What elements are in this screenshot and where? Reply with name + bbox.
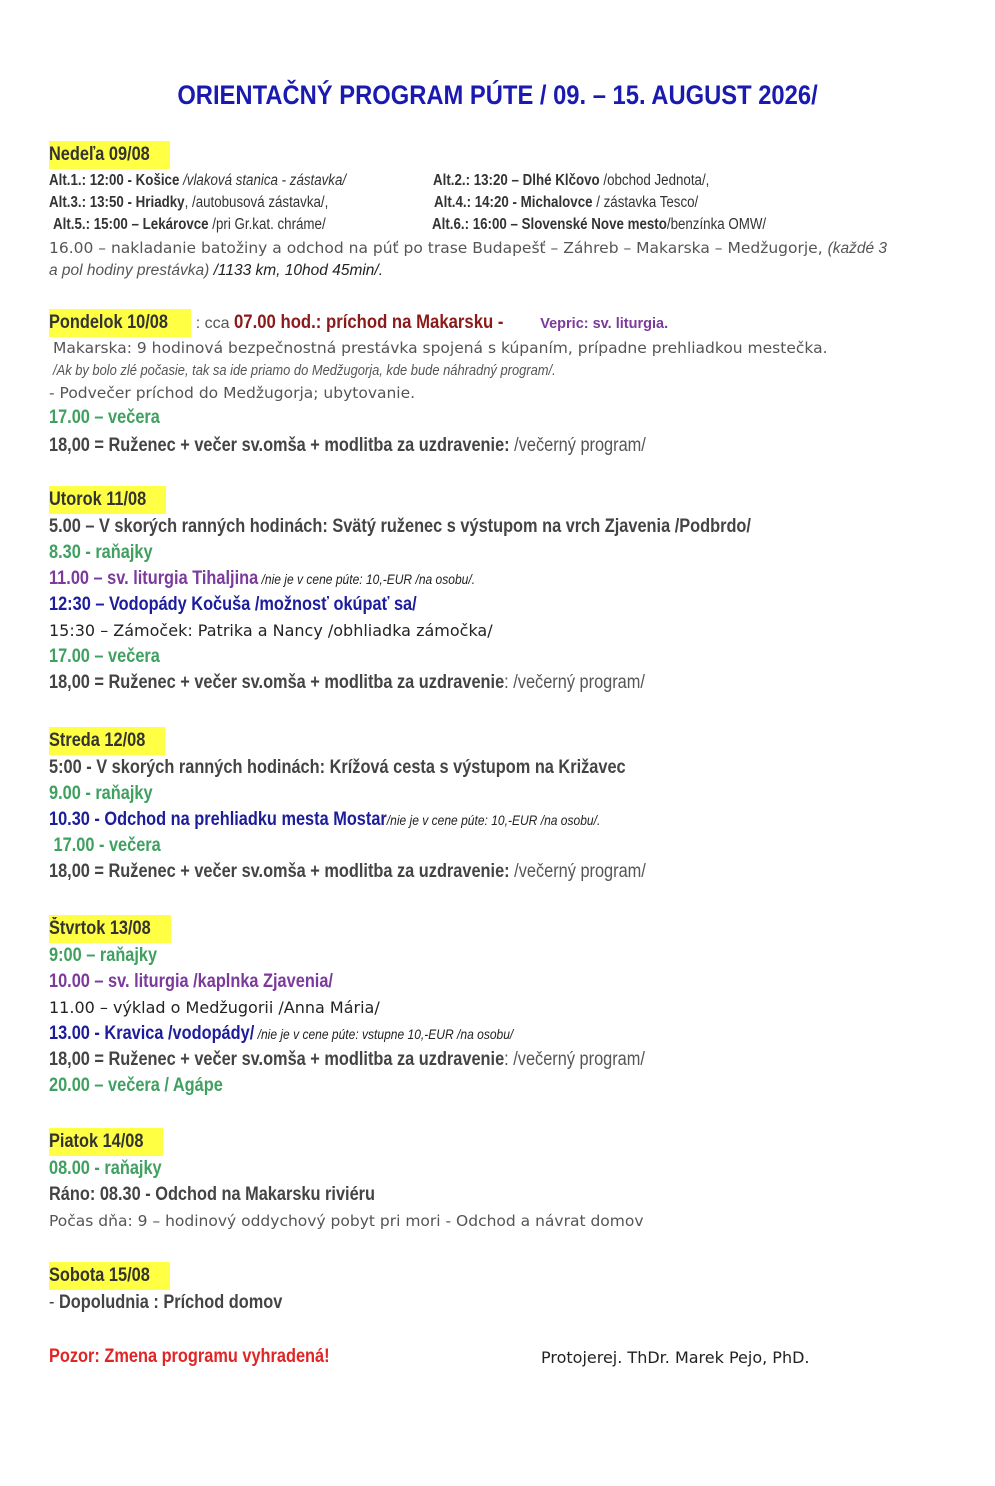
page-title: ORIENTAČNÝ PROGRAM PÚTE / 09. – 15. AUGUST 2026/	[177, 80, 818, 110]
day-section-tuesday	[49, 486, 865, 696]
alt-3-label: Alt.3.: 13:50 - Hriadky	[49, 194, 185, 211]
rosary-item: 18,00 = Ruženec + večer sv.omša + modlitba za uzdravenie	[49, 672, 505, 693]
seaside-note: Počas dňa: 9 – hodinový oddychový pobyt pri mori - Odchod a návrat domov	[49, 1212, 644, 1230]
rosary-note: /večerný program/	[509, 435, 646, 456]
breakfast-item: 08.00 - raňajky	[49, 1158, 162, 1179]
change-warning: Pozor: Zmena programu vyhradená!	[49, 1346, 330, 1367]
day-heading: Piatok 14/08	[49, 1131, 144, 1152]
day-heading: Utorok 11/08	[49, 489, 147, 510]
footer-signature	[541, 1345, 810, 1371]
day-section-friday	[49, 1128, 644, 1234]
alt-6-note: /benzínka OMW/	[666, 216, 767, 233]
alt-5-note: /pri Gr.kat. chráme/	[208, 216, 326, 233]
arrival-makarska: 07.00 hod.: príchod na Makarsku -	[234, 312, 504, 333]
mostar-price-note: /nie je v cene púte: 10,-EUR /na osobu/.	[386, 812, 601, 828]
route-text: 16.00 – nakladanie batožiny a odchod na púť po trase Budapešť – Záhreb – Makarska – Medžugorje,	[49, 239, 828, 257]
alt-1-note: /vlaková stanica - zástavka/	[179, 172, 347, 189]
breakfast-item: 9.00 - raňajky	[49, 783, 153, 804]
monday-notes	[49, 337, 828, 405]
rosary-note: : /večerný program/	[504, 672, 645, 693]
alt-4-note: / zástavka Tesco/	[592, 194, 699, 211]
route-break-note-cont: a pol hodiny prestávka)	[49, 262, 214, 279]
rosary-note: : /večerný program/	[504, 1049, 645, 1070]
route-break-note: (každé 3	[827, 240, 888, 257]
departure-item: Ráno: 08.30 - Odchod na Makarsku riviéru	[49, 1184, 376, 1205]
rosary-item: 18,00 = Ruženec + večer sv.omša + modlitba za uzdravenie	[49, 1049, 505, 1070]
day-heading: Štvrtok 13/08	[49, 918, 151, 939]
signature: Protojerej. ThDr. Marek Pejo, PhD.	[541, 1348, 810, 1367]
breakfast-item: 9:00 – raňajky	[49, 945, 158, 966]
way-of-cross-item: 5:00 - V skorých ranných hodinách: Krížová cesta s výstupom na Križavec	[49, 757, 626, 778]
alt-4-label: Alt.4.: 14:20 - Michalovce	[434, 194, 593, 211]
breakfast-item: 8.30 - raňajky	[49, 542, 153, 563]
alt-5-label: Alt.5.: 15:00 – Lekárovce	[53, 216, 209, 233]
makarska-note: Makarska: 9 hodinová bezpečnostná prestávka spojená s kúpaním, prípadne prehliadkou mestečka.	[53, 339, 828, 357]
day-heading: Pondelok 10/08	[49, 312, 168, 333]
approx-label: : cca	[191, 315, 235, 332]
rosary-item: 18,00 = Ruženec + večer sv.omša + modlitba za uzdravenie:	[49, 861, 510, 882]
day-heading: Sobota 15/08	[49, 1265, 150, 1286]
alt-3-note: , /autobusová zástavka/,	[184, 194, 329, 211]
alt-2-note: /obchod Jednota/,	[599, 172, 710, 189]
weather-note: /Ak by bolo zlé počasie, tak sa ide priamo do Medžugorja, kde bude náhradný program/.	[53, 362, 556, 379]
dinner-item: 17.00 – večera	[49, 646, 160, 667]
day-heading: Streda 12/08	[49, 730, 146, 751]
day-section-saturday	[49, 1262, 320, 1316]
dinner-agape-item: 20.00 – večera / Agápe	[49, 1075, 223, 1096]
day-section-thursday	[49, 915, 742, 1099]
day-section-wednesday	[49, 727, 743, 885]
mostar-item: 10.30 - Odchod na prehliadku mesta Mostar	[49, 809, 387, 830]
lecture-item: 11.00 – výklad o Medžugorii /Anna Mária/	[49, 998, 380, 1017]
departure-alternatives	[49, 170, 949, 282]
kravica-item: 13.00 - Kravica /vodopády/	[49, 1023, 255, 1044]
kravica-price-note: /nie je v cene púte: vstupne 10,-EUR /na osobu/	[254, 1026, 514, 1042]
liturgy-vepric: Vepric: sv. liturgia.	[540, 316, 669, 332]
dinner-item: 17.00 - večera	[49, 835, 161, 856]
liturgy-item: 11.00 – sv. liturgia Tihaljina	[49, 568, 259, 589]
rosary-note: /večerný program/	[509, 861, 646, 882]
alt-1-label: Alt.1.: 12:00 - Košice	[49, 172, 180, 189]
day-section-monday	[49, 309, 668, 337]
liturgy-price-note: /nie je v cene púte: 10,-EUR /na osobu/.	[258, 571, 476, 587]
castle-item: 15:30 – Zámoček: Patrika a Nancy /obhliadka zámočka/	[49, 621, 493, 640]
monday-evening	[49, 405, 743, 459]
alt-6-label: Alt.6.: 16:00 – Slovenské Nove mesto	[432, 216, 667, 233]
liturgy-item: 10.00 – sv. liturgia /kaplnka Zjavenia/	[49, 971, 333, 992]
waterfalls-item: 12:30 – Vodopády Kočuša /možnosť okúpať sa/	[49, 594, 417, 615]
day-section-sunday	[49, 141, 170, 169]
dinner-item: 17.00 – večera	[49, 407, 160, 428]
route-distance: /1133 km, 10hod 45min/.	[213, 262, 384, 279]
arrival-home-item: Dopoludnia : Príchod domov	[58, 1292, 283, 1313]
evening-arrival-note: - Podvečer príchod do Medžugorja; ubytovanie.	[49, 384, 416, 402]
alt-2-label: Alt.2.: 13:20 – Dlhé Klčovo	[433, 172, 600, 189]
footer-warning	[49, 1344, 375, 1370]
day-heading: Nedeľa 09/08	[49, 144, 150, 165]
arrival-dash: -	[49, 1292, 59, 1313]
rosary-climb-item: 5.00 – V skorých ranných hodinách: Svätý ruženec s výstupom na vrch Zjavenia /Podbrdo/	[49, 516, 751, 537]
rosary-item: 18,00 = Ruženec + večer sv.omša + modlitba za uzdravenie:	[49, 435, 510, 456]
